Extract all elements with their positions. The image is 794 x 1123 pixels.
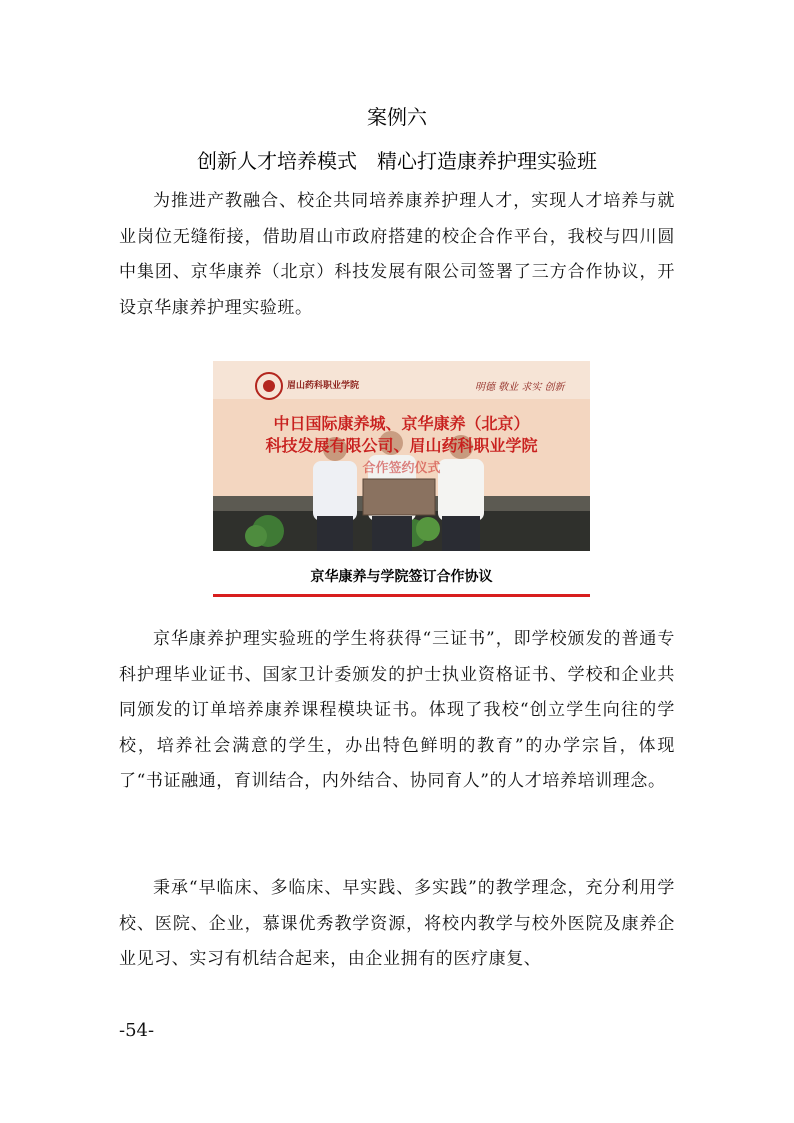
paragraph-certificates: 京华康养护理实验班的学生将获得“三证书”，即学校颁发的普通专科护理毕业证书、国家卫计委颁发的护士执业资格证书、学校和企业共同颁发的订单培养康养课程模块证书。体现了我校“创立学生向往的学校，培养社会满意的学生，办出特色鲜明的教育”的办学宗旨，体现了“书证融通，育训结合，内外结合、协同育人”的人才培养培训理念。 [119, 629, 675, 791]
photo-caption: 京华康养与学院签订合作协议 [310, 569, 493, 585]
photo-banner-line-3: 合作签约仪式 [362, 461, 441, 476]
photo-banner-line-1: 中日国际康养城、京华康养（北京） [273, 414, 530, 433]
case-title: 案例六 [367, 105, 427, 129]
case-subtitle: 创新人才培养模式 精心打造康养护理实验班 [197, 149, 597, 173]
signing-photo [213, 361, 590, 551]
page-number: -54- [119, 1020, 155, 1041]
caption-divider [213, 594, 590, 597]
paragraph-intro: 为推进产教融合、校企共同培养康养护理人才，实现人才培养与就业岗位无缝衔接，借助眉山市政府搭建的校企合作平台，我校与四川圆中集团、京华康养（北京）科技发展有限公司签署了三方合作协议，开设京华康养护理实验班。 [119, 191, 675, 318]
paragraph-teaching: 秉承“早临床、多临床、早实践、多实践”的教学理念，充分利用学校、医院、企业，慕课优秀教学资源，将校内教学与校外医院及康养企业见习、实习有机结合起来，由企业拥有的医疗康复、 [119, 878, 675, 969]
photo-college-name: 眉山药科职业学院 [287, 381, 360, 391]
photo-slogan: 明德 敬业 求实 创新 [475, 382, 565, 393]
photo-banner-line-2: 科技发展有限公司、眉山药科职业学院 [265, 436, 538, 455]
